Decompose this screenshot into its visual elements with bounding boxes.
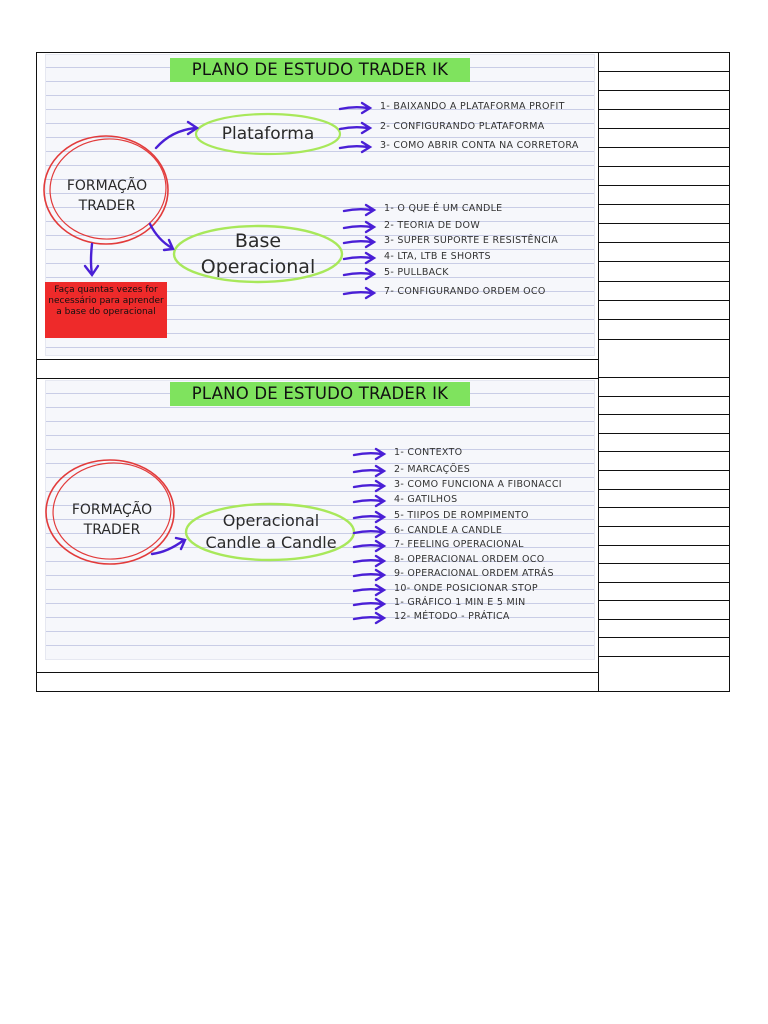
item-arrow (354, 485, 382, 487)
branch-label-base-line2: Operacional (200, 256, 316, 278)
reminder-note: Faça quantas vezes for necessário para aprender a base do operacional (45, 282, 167, 338)
branch-label-operacional (186, 510, 356, 554)
list-item: 2- TEORIA DE DOW (384, 220, 481, 231)
branch-label-plataforma: Plataforma (221, 124, 315, 144)
list-item: 1- BAIXANDO A PLATAFORMA PROFIT (380, 101, 565, 112)
center-label-2-line2: TRADER (83, 522, 141, 538)
item-arrow (354, 531, 382, 533)
list-item: 7- CONFIGURANDO ORDEM OCO (384, 286, 546, 297)
list-item: 1- CONTEXTO (394, 447, 463, 458)
list-item: 7- FEELING OPERACIONAL (394, 539, 524, 550)
list-item: 4- LTA, LTB E SHORTS (384, 251, 491, 262)
list-item: 12- MÉTODO - PRÁTICA (394, 611, 510, 622)
item-arrow (354, 617, 382, 619)
item-arrow (354, 603, 382, 605)
list-item: 9- OPERACIONAL ORDEM ATRÁS (394, 568, 554, 579)
branch-label-operacional-line1: Operacional (222, 511, 320, 530)
page-title-1: PLANO DE ESTUDO TRADER IK (170, 58, 470, 82)
center-label-1-line1: FORMAÇÃO (66, 178, 148, 194)
center-label-2-line1: FORMAÇÃO (71, 502, 153, 518)
center-label-1-line2: TRADER (78, 198, 136, 214)
list-item: 1- O QUE É UM CANDLE (384, 203, 503, 214)
item-arrow (354, 516, 382, 518)
item-arrow (354, 453, 382, 455)
list-item: 6- CANDLE A CANDLE (394, 525, 503, 536)
page-title-2: PLANO DE ESTUDO TRADER IK (170, 382, 470, 406)
list-item: 5- PULLBACK (384, 267, 449, 278)
list-item: 5- TIIPOS DE ROMPIMENTO (394, 510, 529, 521)
list-item: 8- OPERACIONAL ORDEM OCO (394, 554, 545, 565)
item-arrow (354, 500, 382, 502)
center-label-2 (60, 500, 164, 540)
item-arrow (354, 574, 382, 576)
item-arrow (354, 560, 382, 562)
branch-label-base-line1: Base (234, 230, 282, 252)
list-item: 10- ONDE POSICIONAR STOP (394, 583, 538, 594)
branch-label-operacional-line2: Candle a Candle (205, 533, 337, 552)
list-item: 3- COMO FUNCIONA A FIBONACCI (394, 479, 562, 490)
list-item: 2- CONFIGURANDO PLATAFORMA (380, 121, 545, 132)
list-item: 1- GRÁFICO 1 MIN E 5 MIN (394, 597, 526, 608)
item-arrow (354, 589, 382, 591)
item-arrow (354, 545, 382, 547)
list-item: 4- GATILHOS (394, 494, 458, 505)
list-item: 2- MARCAÇÕES (394, 464, 471, 475)
item-arrow (354, 470, 382, 472)
list-item: 3- SUPER SUPORTE E RESISTÊNCIA (384, 235, 559, 246)
list-item: 3- COMO ABRIR CONTA NA CORRETORA (380, 140, 579, 151)
